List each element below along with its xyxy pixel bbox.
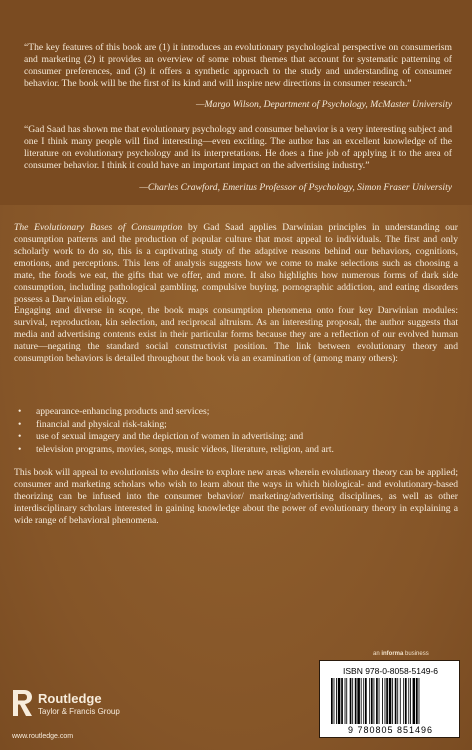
barcode-bar bbox=[331, 678, 333, 724]
endorsements-panel bbox=[0, 0, 472, 205]
barcode-bar bbox=[392, 678, 393, 724]
barcode-bar bbox=[410, 678, 411, 724]
barcode-bar bbox=[363, 678, 364, 724]
barcode-bar bbox=[365, 678, 367, 724]
barcode-bar bbox=[374, 678, 375, 724]
barcode-bar bbox=[397, 678, 398, 724]
list-item: • television programs, movies, songs, music videos, literature, religion, and art. bbox=[18, 444, 458, 457]
endorsement-quote-1: “The key features of this book are (1) it introduces an evolutionary psychological perspective on consumerism and marketing (2) it provides an overview of some robust themes that account for systematic patterning of consumer preferences, and (3) it offers a synthetic approach to the study and understanding of consumer behavior. The book will be the first of its kind and will inspire new directions in consumer research.” bbox=[24, 42, 452, 89]
barcode-bar bbox=[357, 678, 360, 724]
endorsement-quote-2: “Gad Saad has shown me that evolutionary psychology and consumer behavior is a very interesting subject and one I think many people will find interesting—even exciting. The author has an excellent knowledge of the literature on evolutionary psychology and its interpretations. He does a fine job of applying it to the area of consumer behavior. I think it could have an important impact on the advertising industry.” bbox=[24, 124, 452, 171]
barcode-bar bbox=[395, 678, 397, 724]
barcode-bar bbox=[386, 678, 388, 724]
description-paragraph-2: Engaging and diverse in scope, the book maps consumption phenomena onto four key Darwinian modules: survival, reproduction, kin selection, and reciprocal altruism. As an interesting proposal, the author suggests that media and advertising contents exist in their particular forms because they are a reflection of our evolved human nature—negating the standard social constructivist position. The link between evolutionary theory and consumption behaviors is detailed throughout the book via an examination of (among many others): bbox=[14, 305, 458, 364]
list-item: • appearance-enhancing products and services; bbox=[18, 406, 458, 419]
topic-list bbox=[18, 406, 458, 456]
barcode-bar bbox=[382, 678, 383, 724]
barcode-bar bbox=[355, 678, 357, 724]
informa-brand: informa bbox=[381, 651, 404, 657]
isbn-label: ISBN 978-0-8058-5149-6 bbox=[343, 666, 438, 676]
barcode bbox=[319, 660, 460, 738]
barcode-bar bbox=[416, 678, 418, 724]
barcode-bar bbox=[376, 678, 378, 724]
description-paragraph-1 bbox=[14, 222, 458, 306]
barcode-bars bbox=[331, 678, 450, 724]
barcode-bar bbox=[369, 678, 370, 724]
barcode-bar bbox=[405, 678, 407, 724]
informa-prefix: an bbox=[373, 651, 382, 657]
barcode-bar bbox=[408, 678, 409, 724]
barcode-bar bbox=[334, 678, 335, 724]
barcode-bar bbox=[403, 678, 404, 724]
publisher-group: Taylor & Francis Group bbox=[38, 707, 120, 716]
barcode-bar bbox=[400, 678, 401, 724]
barcode-bar bbox=[352, 678, 353, 724]
barcode-bar bbox=[419, 678, 420, 724]
barcode-number: 9 780805 851496 bbox=[347, 725, 434, 735]
book-title: The Evolutionary Bases of Consumption bbox=[14, 222, 183, 233]
informa-business-tag bbox=[373, 651, 429, 657]
barcode-bar bbox=[361, 678, 362, 724]
publisher-url[interactable]: www.routledge.com bbox=[12, 733, 74, 740]
barcode-bar bbox=[346, 678, 347, 724]
barcode-bar bbox=[338, 678, 341, 724]
barcode-bar bbox=[385, 678, 386, 724]
barcode-bar bbox=[336, 678, 337, 724]
barcode-bar bbox=[379, 678, 380, 724]
publisher-name: Routledge bbox=[38, 691, 102, 706]
endorsement-attribution-2: —Charles Crawford, Emeritus Professor of Psychology, Simon Fraser University bbox=[139, 182, 452, 193]
description-paragraph-1-body: by Gad Saad applies Darwinian principles in understanding our consumption patterns and the production of popular culture that most appeal to individuals. The first and only scholarly work to do so, this is a captivating study of the adaptive reasons behind our behaviors, cognitions, emotions, and perceptions. This lens of analysis suggests how we come to make selections such as choosing a mate, the foods we eat, the gifts that we offer, and more. It also highlights how numerous forms of dark side consumption, including pathological gambling, compulsive buying, pornographic addiction, and eating disorders possess a Darwinian etiology. bbox=[14, 222, 459, 305]
routledge-r-icon bbox=[10, 688, 34, 718]
barcode-bar bbox=[345, 678, 346, 724]
list-item: • financial and physical risk-taking; bbox=[18, 419, 458, 432]
barcode-bar bbox=[389, 678, 392, 724]
barcode-bar bbox=[371, 678, 373, 724]
description-paragraph-3: This book will appeal to evolutionists who desire to explore new areas wherein evolutionary theory can be applied; consumer and marketing scholars who wish to learn about the ways in which biological- and evolutionary-based theorizing can be infused into the consumer behavior/ marketing/advertising disciplines, as well as other interdisciplinary scholars interested in gaining knowledge about the power of evolutionary theory in explaining a wide range of behavioral phenomena. bbox=[14, 467, 458, 526]
informa-suffix: business bbox=[403, 651, 429, 657]
list-item: • use of sexual imagery and the depiction of women in advertising; and bbox=[18, 431, 458, 444]
barcode-bar bbox=[413, 678, 416, 724]
barcode-bar bbox=[341, 678, 343, 724]
barcode-bar bbox=[350, 678, 352, 724]
endorsement-attribution-1: —Margo Wilson, Department of Psychology, McMaster University bbox=[196, 99, 452, 110]
